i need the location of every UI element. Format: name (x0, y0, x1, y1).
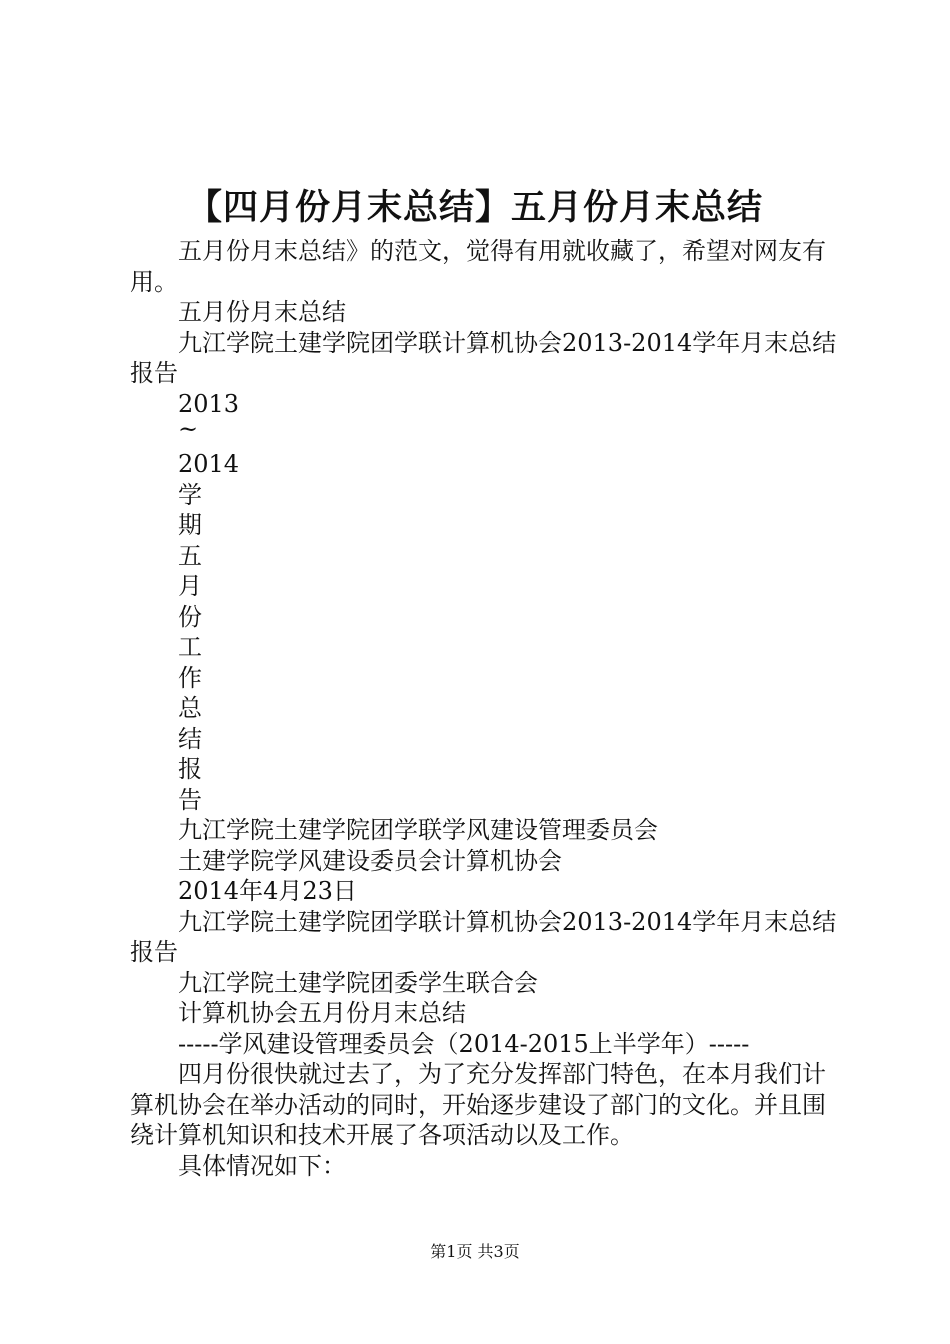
org-line-2: 土建学院学风建设委员会计算机协会 (178, 846, 562, 875)
vertical-title-char: 份 (178, 602, 202, 631)
vertical-title-char: 告 (178, 785, 202, 814)
vertical-title-char: 总 (178, 694, 202, 722)
vertical-year-end: 2014 (178, 450, 240, 478)
vertical-year-start: 2013 (178, 389, 240, 418)
vertical-tilde: ~ (178, 415, 199, 443)
document-title: 【四月份月末总结】五月份月末总结 (186, 187, 763, 228)
report-title-line-2: 九江学院土建学院团学联计算机协会2013-2014学年月末总结报告 (130, 907, 837, 966)
org-line-1: 九江学院土建学院团学联学风建设管理委员会 (178, 816, 658, 844)
body-paragraph-1: 四月份很快就过去了，为了充分发挥部门特色，在本月我们计算机协会在举办活动的同时，开始逐步建设了部门的文化。并且围绕计算机知识和技术开展了各项活动以及工作。 (130, 1060, 826, 1149)
body-paragraph-2: 具体情况如下： (178, 1151, 346, 1180)
vertical-title-char: 作 (178, 663, 202, 692)
vertical-title-char: 报 (178, 755, 202, 783)
document-body (130, 236, 840, 1181)
vertical-title-char: 结 (178, 724, 202, 753)
summary-title-line: 计算机协会五月份月末总结 (178, 999, 466, 1027)
vertical-title-char: 工 (178, 633, 202, 661)
vertical-title-char: 学 (178, 480, 202, 509)
report-title-line-1: 九江学院土建学院团学联计算机协会2013-2014学年月末总结报告 (130, 328, 837, 387)
date-line: 2014年4月23日 (178, 877, 357, 905)
subtitle-line: 五月份月末总结 (178, 298, 346, 326)
intro-paragraph: 五月份月末总结》的范文，觉得有用就收藏了，希望对网友有用。 (130, 237, 826, 296)
dept-line: -----学风建设管理委员会（2014-2015上半学年）----- (178, 1029, 750, 1058)
org-line-3: 九江学院土建学院团委学生联合会 (178, 968, 538, 997)
vertical-title-chars (130, 480, 840, 816)
vertical-title-char: 五 (178, 541, 202, 570)
page-footer: 第1页 共3页 (430, 1242, 520, 1261)
vertical-title-char: 月 (178, 572, 202, 600)
vertical-title-char: 期 (178, 511, 202, 539)
